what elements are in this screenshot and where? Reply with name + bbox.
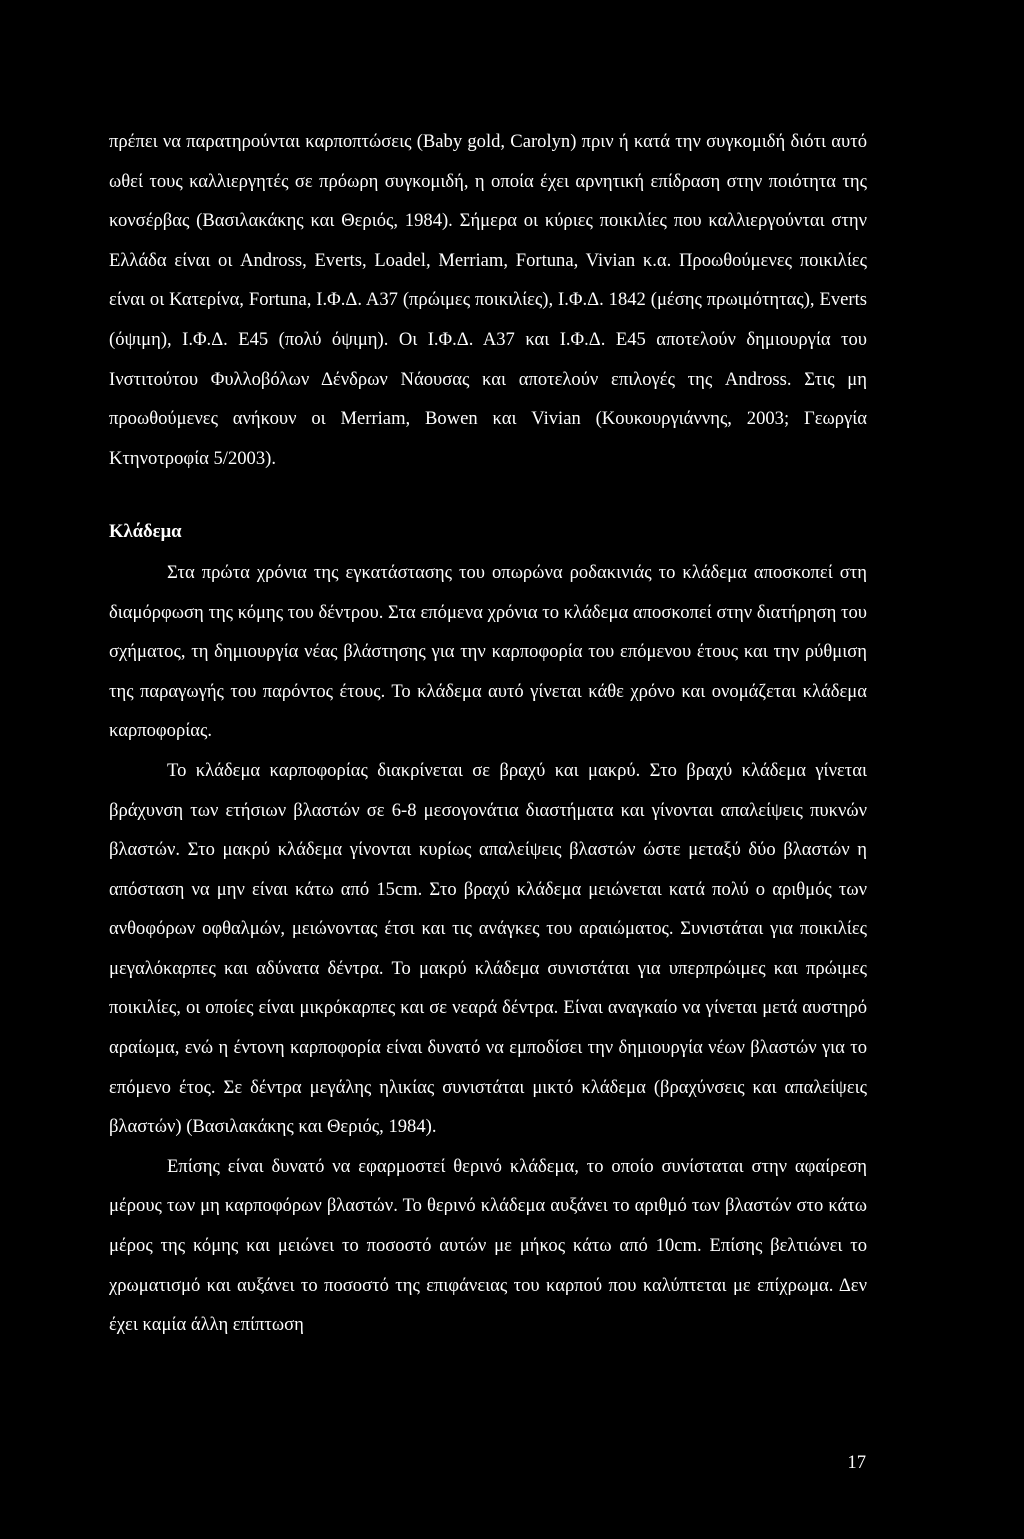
- section-heading-pruning: Κλάδεμα: [109, 521, 182, 543]
- body-text: [109, 122, 867, 1345]
- page-number: 17: [847, 1452, 866, 1473]
- paragraph-pruning-purpose: Στα πρώτα χρόνια της εγκατάστασης του οπωρώνα ροδακινιάς το κλάδεμα αποσκοπεί στη διαμόρφωση της κόμης του δέντρου. Στα επόμενα χρόνια το κλάδεμα αποσκοπεί στην διατήρηση του σχήματος, τη δημιουργία νέας βλάστησης για την καρποφορία του επόμενου έτους και την ρύθμιση της παραγωγής του παρόντος έτους. Το κλάδεμα αυτό γίνεται κάθε χρόνο και ονομάζεται κλάδεμα καρποφορίας.: [109, 561, 867, 742]
- paragraph-pruning-types: Το κλάδεμα καρποφορίας διακρίνεται σε βραχύ και μακρύ. Στο βραχύ κλάδεμα γίνεται βράχυνση των ετήσιων βλαστών σε 6-8 μεσογονάτια διαστήματα και γίνονται απαλείψεις πυκνών βλαστών. Στο μακρύ κλάδεμα γίνονται κυρίως απαλείψεις βλαστών ώστε μεταξύ δύο βλαστών η απόσταση να μην είναι κάτω από 15cm. Στο βραχύ κλάδεμα μειώνεται κατά πολύ ο αριθμός των ανθοφόρων οφθαλμών, μειώνοντας έτσι και τις ανάγκες του αραιώματος. Συνιστάται για ποικιλίες μεγαλόκαρπες και αδύνατα δέντρα. Το μακρύ κλάδεμα συνιστάται για υπερπρώιμες και πρώιμες ποικιλίες, οι οποίες είναι μικρόκαρπες και σε νεαρά δέντρα. Είναι αναγκαίο να γίνεται μετά αυστηρό αραίωμα, ενώ η έντονη καρποφορία είναι δυνατό να εμποδίσει την δημιουργία νέων βλαστών για το επόμενο έτος. Σε δέντρα μεγάλης ηλικίας συνιστάται μικτό κλάδεμα (βραχύνσεις και απαλείψεις βλαστών) (Βασιλακάκης και Θεριός, 1984).: [109, 759, 867, 1138]
- paragraph-varieties: πρέπει να παρατηρούνται καρποπτώσεις (Baby gold, Carolyn) πριν ή κατά την συγκομιδή διότι αυτό ωθεί τους καλλιεργητές σε πρόωρη συγκομιδή, η οποία έχει αρνητική επίδραση στην ποιότητα της κονσέρβας (Βασιλακάκης και Θεριός, 1984). Σήμερα οι κύριες ποικιλίες που καλλιεργούνται στην Ελλάδα είναι οι Andross, Everts, Loadel, Merriam, Fortuna, Vivian κ.α. Προωθούμενες ποικιλίες είναι οι Κατερίνα, Fortuna, Ι.Φ.Δ. Α37 (πρώιμες ποικιλίες), Ι.Φ.Δ. 1842 (μέσης πρωιμότητας), Everts (όψιμη), Ι.Φ.Δ. Ε45 (πολύ όψιμη). Οι Ι.Φ.Δ. Α37 και Ι.Φ.Δ. Ε45 αποτελούν δημιουργία του Ινστιτούτου Φυλλοβόλων Δένδρων Νάουσας και αποτελούν επιλογές της Andross. Στις μη προωθούμενες ανήκουν οι Merriam, Bowen και Vivian (Κουκουργιάννης, 2003; Γεωργία Κτηνοτροφία 5/2003).: [109, 131, 867, 469]
- paragraph-summer-pruning: Επίσης είναι δυνατό να εφαρμοστεί θερινό κλάδεμα, το οποίο συνίσταται στην αφαίρεση μέρους των μη καρποφόρων βλαστών. Το θερινό κλάδεμα αυξάνει το αριθμό των βλαστών στο κάτω μέρος της κόμης και μειώνει το ποσοστό αυτών με μήκος κάτω από 10cm. Επίσης βελτιώνει το χρωματισμό και αυξάνει το ποσοστό της επιφάνειας του καρπού που καλύπτεται με επίχρωμα. Δεν έχει καμία άλλη επίπτωση: [109, 1155, 867, 1336]
